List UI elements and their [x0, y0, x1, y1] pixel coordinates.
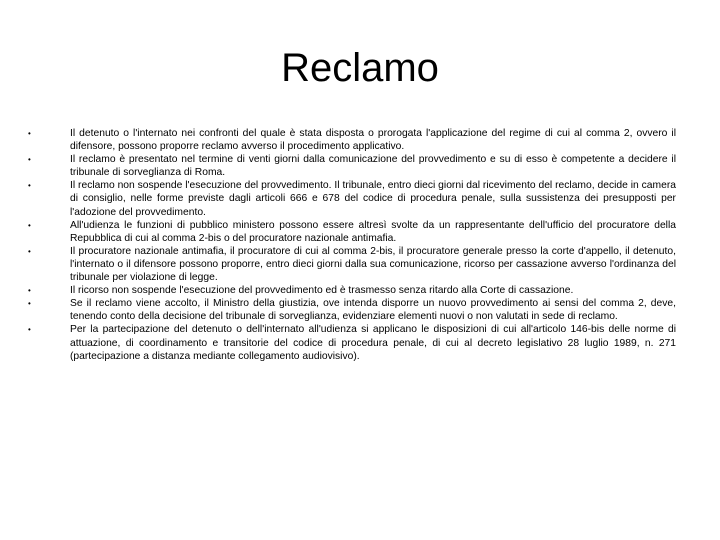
bullet-marker: • — [28, 286, 31, 296]
bullet-text: Il procuratore nazionale antimafia, il procuratore di cui al comma 2-bis, il procuratore generale presso la corte d'appello, il detenuto, l'internato o il difensore possono proporre, entro dieci giorni dalla sua comunicazione, ricorso per cassazione avverso l'ordinanza del tribunale per violazione di legge. — [70, 245, 676, 284]
bullet-text: Se il reclamo viene accolto, il Ministro della giustizia, ove intenda disporre un nuovo provvedimento ai sensi del comma 2, deve, tenendo conto della decisione del tribunale di sorveglianza, evidenziare elementi nuovi o non valutati in sede di reclamo. — [70, 298, 676, 323]
list-item — [28, 179, 676, 218]
list-item — [28, 127, 676, 153]
bullet-list — [28, 127, 676, 363]
bullet-marker: • — [28, 181, 31, 191]
bullet-text: Per la partecipazione del detenuto o dell'internato all'udienza si applicano le disposizioni di cui all'articolo 146-bis delle norme di attuazione, di coordinamento e transitorie del codice di procedura penale, di cui al decreto legislativo 28 luglio 1989, n. 271 (partecipazione a distanza mediante collegamento audiovisivo). — [70, 324, 676, 362]
bullet-text: Il detenuto o l'internato nei confronti del quale è stata disposta o prorogata l'applicazione del regime di cui al comma 2, ovvero il difensore, possono proporre reclamo avverso il procedimento applicativo. — [70, 128, 676, 153]
list-item — [28, 297, 676, 323]
bullet-marker: • — [28, 325, 31, 335]
list-item — [28, 245, 676, 284]
slide-title: Reclamo — [281, 46, 439, 90]
bullet-marker: • — [28, 299, 31, 309]
list-item — [28, 284, 676, 297]
list-item — [28, 219, 676, 245]
bullet-marker: • — [28, 129, 31, 138]
bullet-marker: • — [28, 246, 31, 256]
bullet-text: Il ricorso non sospende l'esecuzione del provvedimento ed è trasmesso senza ritardo alla Corte di cassazione. — [70, 285, 574, 297]
bullet-text: All'udienza le funzioni di pubblico ministero possono essere altresì svolte da un rappresentante dell'ufficio del procuratore della Repubblica di cui al comma 2-bis o del procuratore nazionale antimafia. — [70, 219, 676, 244]
bullet-marker: • — [28, 220, 31, 230]
list-item — [28, 153, 676, 179]
list-item — [28, 323, 676, 362]
bullet-text: Il reclamo non sospende l'esecuzione del provvedimento. Il tribunale, entro dieci giorni dal ricevimento del reclamo, decide in camera di consiglio, nelle forme previste dagli articoli 666 e 678 del codice di procedura penale, sulla sussistenza dei presupposti per l'adozione del provvedimento. — [70, 180, 676, 218]
bullet-marker: • — [28, 155, 31, 165]
bullet-text: Il reclamo è presentato nel termine di venti giorni dalla comunicazione del provvedimento e su di esso è competente a decidere il tribunale di sorveglianza di Roma. — [70, 154, 676, 179]
